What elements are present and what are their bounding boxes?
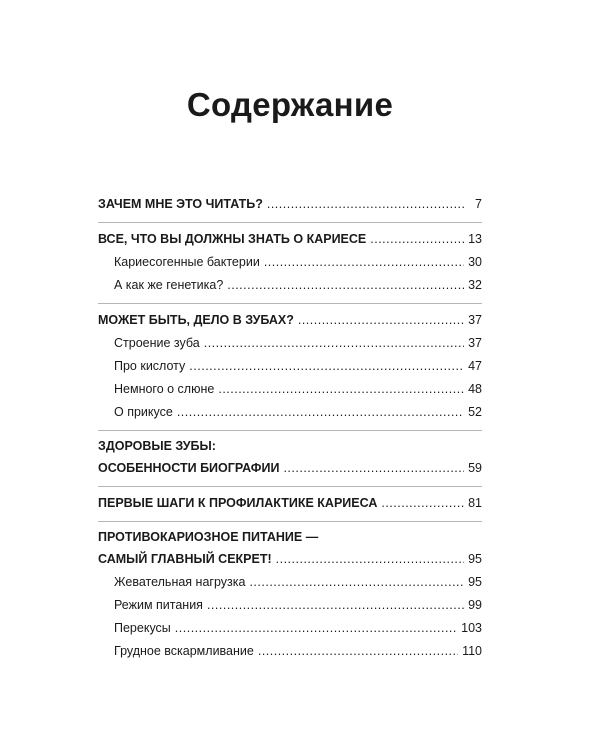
dot-leader — [218, 378, 464, 401]
toc-page-number: 103 — [461, 621, 482, 635]
toc-entry-chapter[interactable] — [98, 457, 482, 480]
toc-entry-section[interactable] — [98, 594, 482, 617]
divider — [98, 521, 482, 522]
toc-entry-label: МОЖЕТ БЫТЬ, ДЕЛО В ЗУБАХ? — [98, 313, 294, 327]
toc-entry-label: ОСОБЕННОСТИ БИОГРАФИИ — [98, 461, 280, 475]
toc-page-number: 13 — [468, 232, 482, 246]
toc-entry-label: Режим питания — [114, 598, 203, 612]
dot-leader — [189, 355, 464, 378]
dot-leader — [227, 274, 464, 297]
toc-entry-section[interactable] — [98, 251, 482, 274]
dot-leader — [177, 401, 464, 424]
toc-page-number: 59 — [468, 461, 482, 475]
toc-entry-label: Кариесогенные бактерии — [114, 255, 260, 269]
toc-entry-section[interactable] — [98, 640, 482, 663]
toc-page-number: 7 — [475, 197, 482, 211]
toc-entry-label: Строение зуба — [114, 336, 200, 350]
toc-entry-label: Грудное вскармливание — [114, 644, 254, 658]
toc-page-number: 47 — [468, 359, 482, 373]
dot-leader — [264, 251, 464, 274]
toc-entry-section[interactable] — [98, 378, 482, 401]
toc-entry-chapter[interactable] — [98, 309, 482, 332]
toc-entry-label: О прикусе — [114, 405, 173, 419]
toc-page-number: 48 — [468, 382, 482, 396]
toc-entry-label: А как же генетика? — [114, 278, 224, 292]
toc-page-number: 37 — [468, 313, 482, 327]
divider — [98, 303, 482, 304]
toc-page-number: 95 — [468, 575, 482, 589]
divider — [98, 430, 482, 431]
toc-entry-label: ВСЕ, ЧТО ВЫ ДОЛЖНЫ ЗНАТЬ О КАРИЕСЕ — [98, 232, 367, 246]
toc-entry-chapter[interactable] — [98, 193, 482, 216]
divider — [98, 486, 482, 487]
toc-entry-label: ЗАЧЕМ МНЕ ЭТО ЧИТАТЬ? — [98, 197, 263, 211]
dot-leader — [207, 594, 464, 617]
toc-page-number: 99 — [468, 598, 482, 612]
table-of-contents — [98, 193, 482, 663]
toc-page-number: 110 — [462, 644, 482, 658]
toc-entry-section[interactable] — [98, 617, 482, 640]
toc-entry-chapter[interactable] — [98, 548, 482, 571]
toc-page-number: 37 — [468, 336, 482, 350]
page-title: Содержание — [186, 86, 394, 123]
toc-entry-section[interactable] — [98, 401, 482, 424]
toc-entry-label-line1: ЗДОРОВЫЕ ЗУБЫ: — [98, 439, 216, 453]
dot-leader — [370, 228, 464, 251]
dot-leader — [204, 332, 464, 355]
dot-leader — [249, 571, 464, 594]
toc-entry-label: Немного о слюне — [114, 382, 215, 396]
toc-page-number: 81 — [468, 496, 482, 510]
toc-page-number: 32 — [468, 278, 482, 292]
toc-entry-section[interactable] — [98, 332, 482, 355]
dot-leader — [276, 548, 464, 571]
dot-leader — [175, 617, 457, 640]
toc-page-number: 30 — [468, 255, 482, 269]
toc-entry-label: Про кислоту — [114, 359, 186, 373]
dot-leader — [283, 457, 464, 480]
toc-entry-chapter[interactable] — [98, 228, 482, 251]
toc-entry-label-line1: ПРОТИВОКАРИОЗНОЕ ПИТАНИЕ — — [98, 530, 319, 544]
toc-entry-section[interactable] — [98, 355, 482, 378]
dot-leader — [381, 492, 464, 515]
toc-entry-label: САМЫЙ ГЛАВНЫЙ СЕКРЕТ! — [98, 552, 272, 566]
dot-leader — [298, 309, 464, 332]
toc-page-number: 52 — [468, 405, 482, 419]
dot-leader — [267, 193, 466, 216]
toc-page-number: 95 — [468, 552, 482, 566]
divider — [98, 222, 482, 223]
dot-leader — [258, 640, 458, 663]
toc-entry-chapter[interactable] — [98, 492, 482, 515]
toc-entry-section[interactable] — [98, 274, 482, 297]
toc-entry-label: Перекусы — [114, 621, 171, 635]
toc-entry-label: ПЕРВЫЕ ШАГИ К ПРОФИЛАКТИКЕ КАРИЕСА — [98, 496, 378, 510]
toc-entry-section[interactable] — [98, 571, 482, 594]
toc-entry-label: Жевательная нагрузка — [114, 575, 246, 589]
